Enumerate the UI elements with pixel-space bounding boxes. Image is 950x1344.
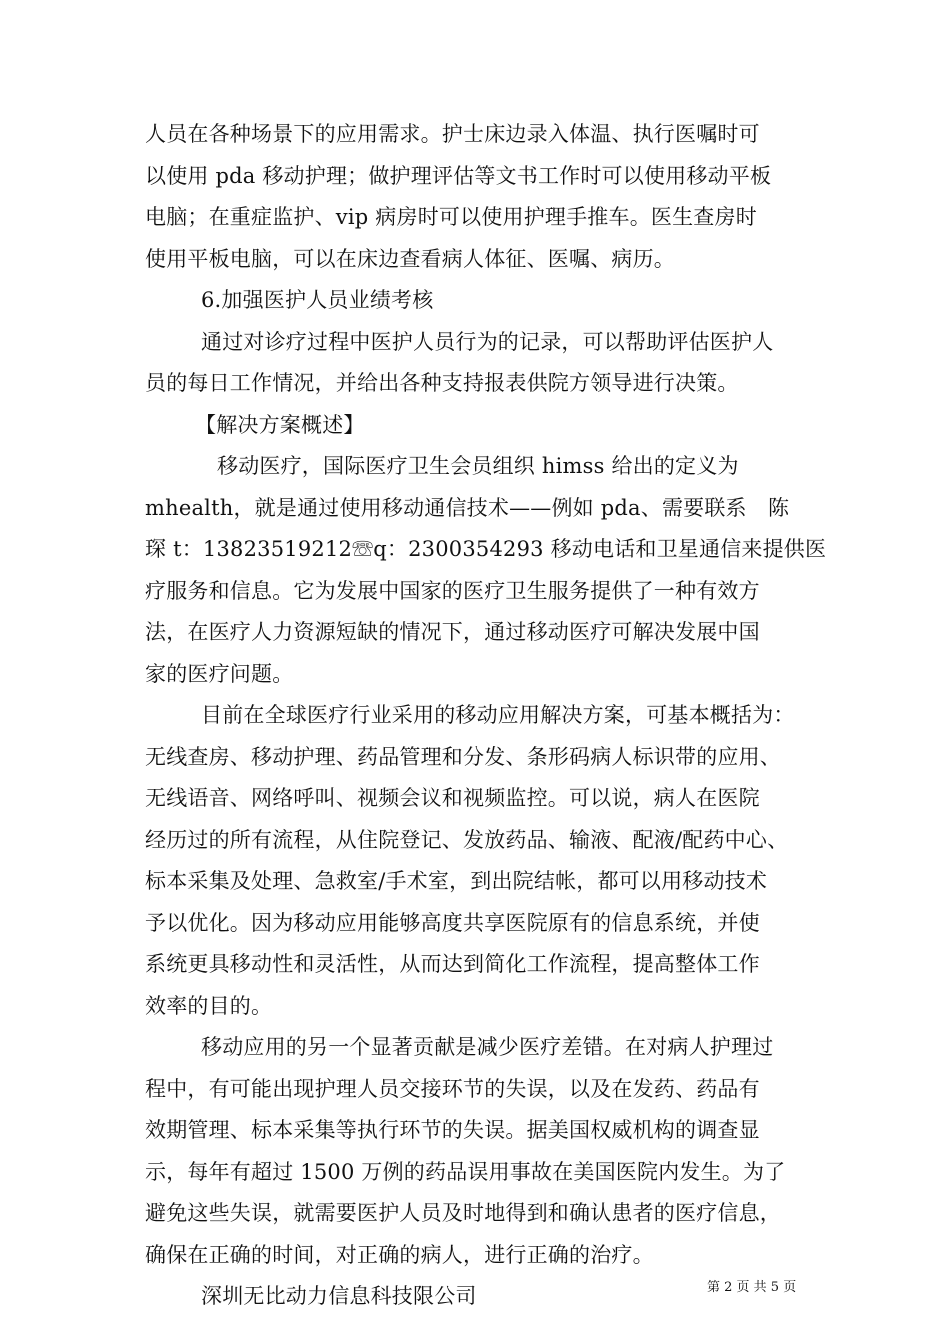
text-line: mhealth，就是通过使用移动通信技术——例如 pda、需要联系 陈	[145, 495, 790, 520]
text-line: 以使用 pda 移动护理；做护理评估等文书工作时可以使用移动平板	[145, 163, 772, 188]
paragraph-performance	[145, 322, 810, 405]
text-line: 移动医疗，国际医疗卫生会员组织 himss 给出的定义为	[217, 454, 739, 478]
text-line: 疗服务和信息。它为发展中国家的医疗卫生服务提供了一种有效方	[145, 578, 760, 603]
paragraph-mobile-solutions	[145, 695, 810, 1027]
text-line: 确保在正确的时间，对正确的病人，进行正确的治疗。	[145, 1242, 654, 1267]
text-line: 员的每日工作情况，并给出各种支持报表供院方领导进行决策。	[145, 371, 739, 395]
paragraph-error-reduction	[145, 1027, 810, 1276]
paragraph-mhealth-definition	[145, 446, 827, 695]
text-line: 予以优化。因为移动应用能够高度共享医院原有的信息系统，并使	[145, 910, 760, 935]
section-heading-performance: 6.加强医护人员业绩考核	[201, 288, 434, 312]
text-line: 系统更具移动性和灵活性，从而达到简化工作流程，提高整体工作	[145, 952, 760, 976]
page-number: 第 2 页 共 5 页	[707, 1280, 797, 1295]
text-line: 经历过的所有流程，从住院登记、发放药品、输液、配液/配药中心、	[145, 827, 789, 852]
text-line: 通过对诊疗过程中医护人员行为的记录，可以帮助评估医护人	[201, 329, 774, 354]
text-line: 效期管理、标本采集等执行环节的失误。据美国权威机构的调查显	[145, 1118, 760, 1142]
text-line: 避免这些失误，就需要医护人员及时地得到和确认患者的医疗信息，	[145, 1201, 781, 1225]
text-line: 无线语音、网络呼叫、视频会议和视频监控。可以说，病人在医院	[145, 786, 760, 810]
text-line: 程中，有可能出现护理人员交接环节的失误，以及在发药、药品有	[145, 1076, 760, 1101]
text-line: 效率的目的。	[145, 993, 273, 1018]
company-name: 深圳无比动力信息科技限公司	[201, 1284, 477, 1308]
text-line: 无线查房、移动护理、药品管理和分发、条形码病人标识带的应用、	[145, 744, 781, 769]
text-line: 琛 t：13823519212☏q：2300354293 移动电话和卫星通信来提供医	[145, 537, 827, 561]
text-line: 移动应用的另一个显著贡献是减少医疗差错。在对病人护理过	[201, 1035, 774, 1059]
paragraph-requirements	[145, 114, 810, 280]
text-line: 目前在全球医疗行业采用的移动应用解决方案，可基本概括为：	[201, 703, 795, 727]
section-heading-solution-overview: 【解决方案概述】	[195, 412, 365, 437]
text-line: 人员在各种场景下的应用需求。护士床边录入体温、执行医嘱时可	[145, 122, 760, 146]
text-line: 示，每年有超过 1500 万例的药品误用事故在美国医院内发生。为了	[145, 1159, 786, 1184]
document-body	[145, 114, 827, 1318]
text-line: 法，在医疗人力资源短缺的情况下，通过移动医疗可解决发展中国	[145, 620, 760, 644]
text-line: 家的医疗问题。	[145, 661, 294, 686]
text-line: 标本采集及处理、急救室/手术室，到出院结帐，都可以用移动技术	[145, 869, 768, 893]
text-line: 使用平板电脑，可以在床边查看病人体征、医嘱、病历。	[145, 246, 675, 271]
text-line: 电脑；在重症监护、vip 病房时可以使用护理手推车。医生查房时	[145, 205, 757, 229]
